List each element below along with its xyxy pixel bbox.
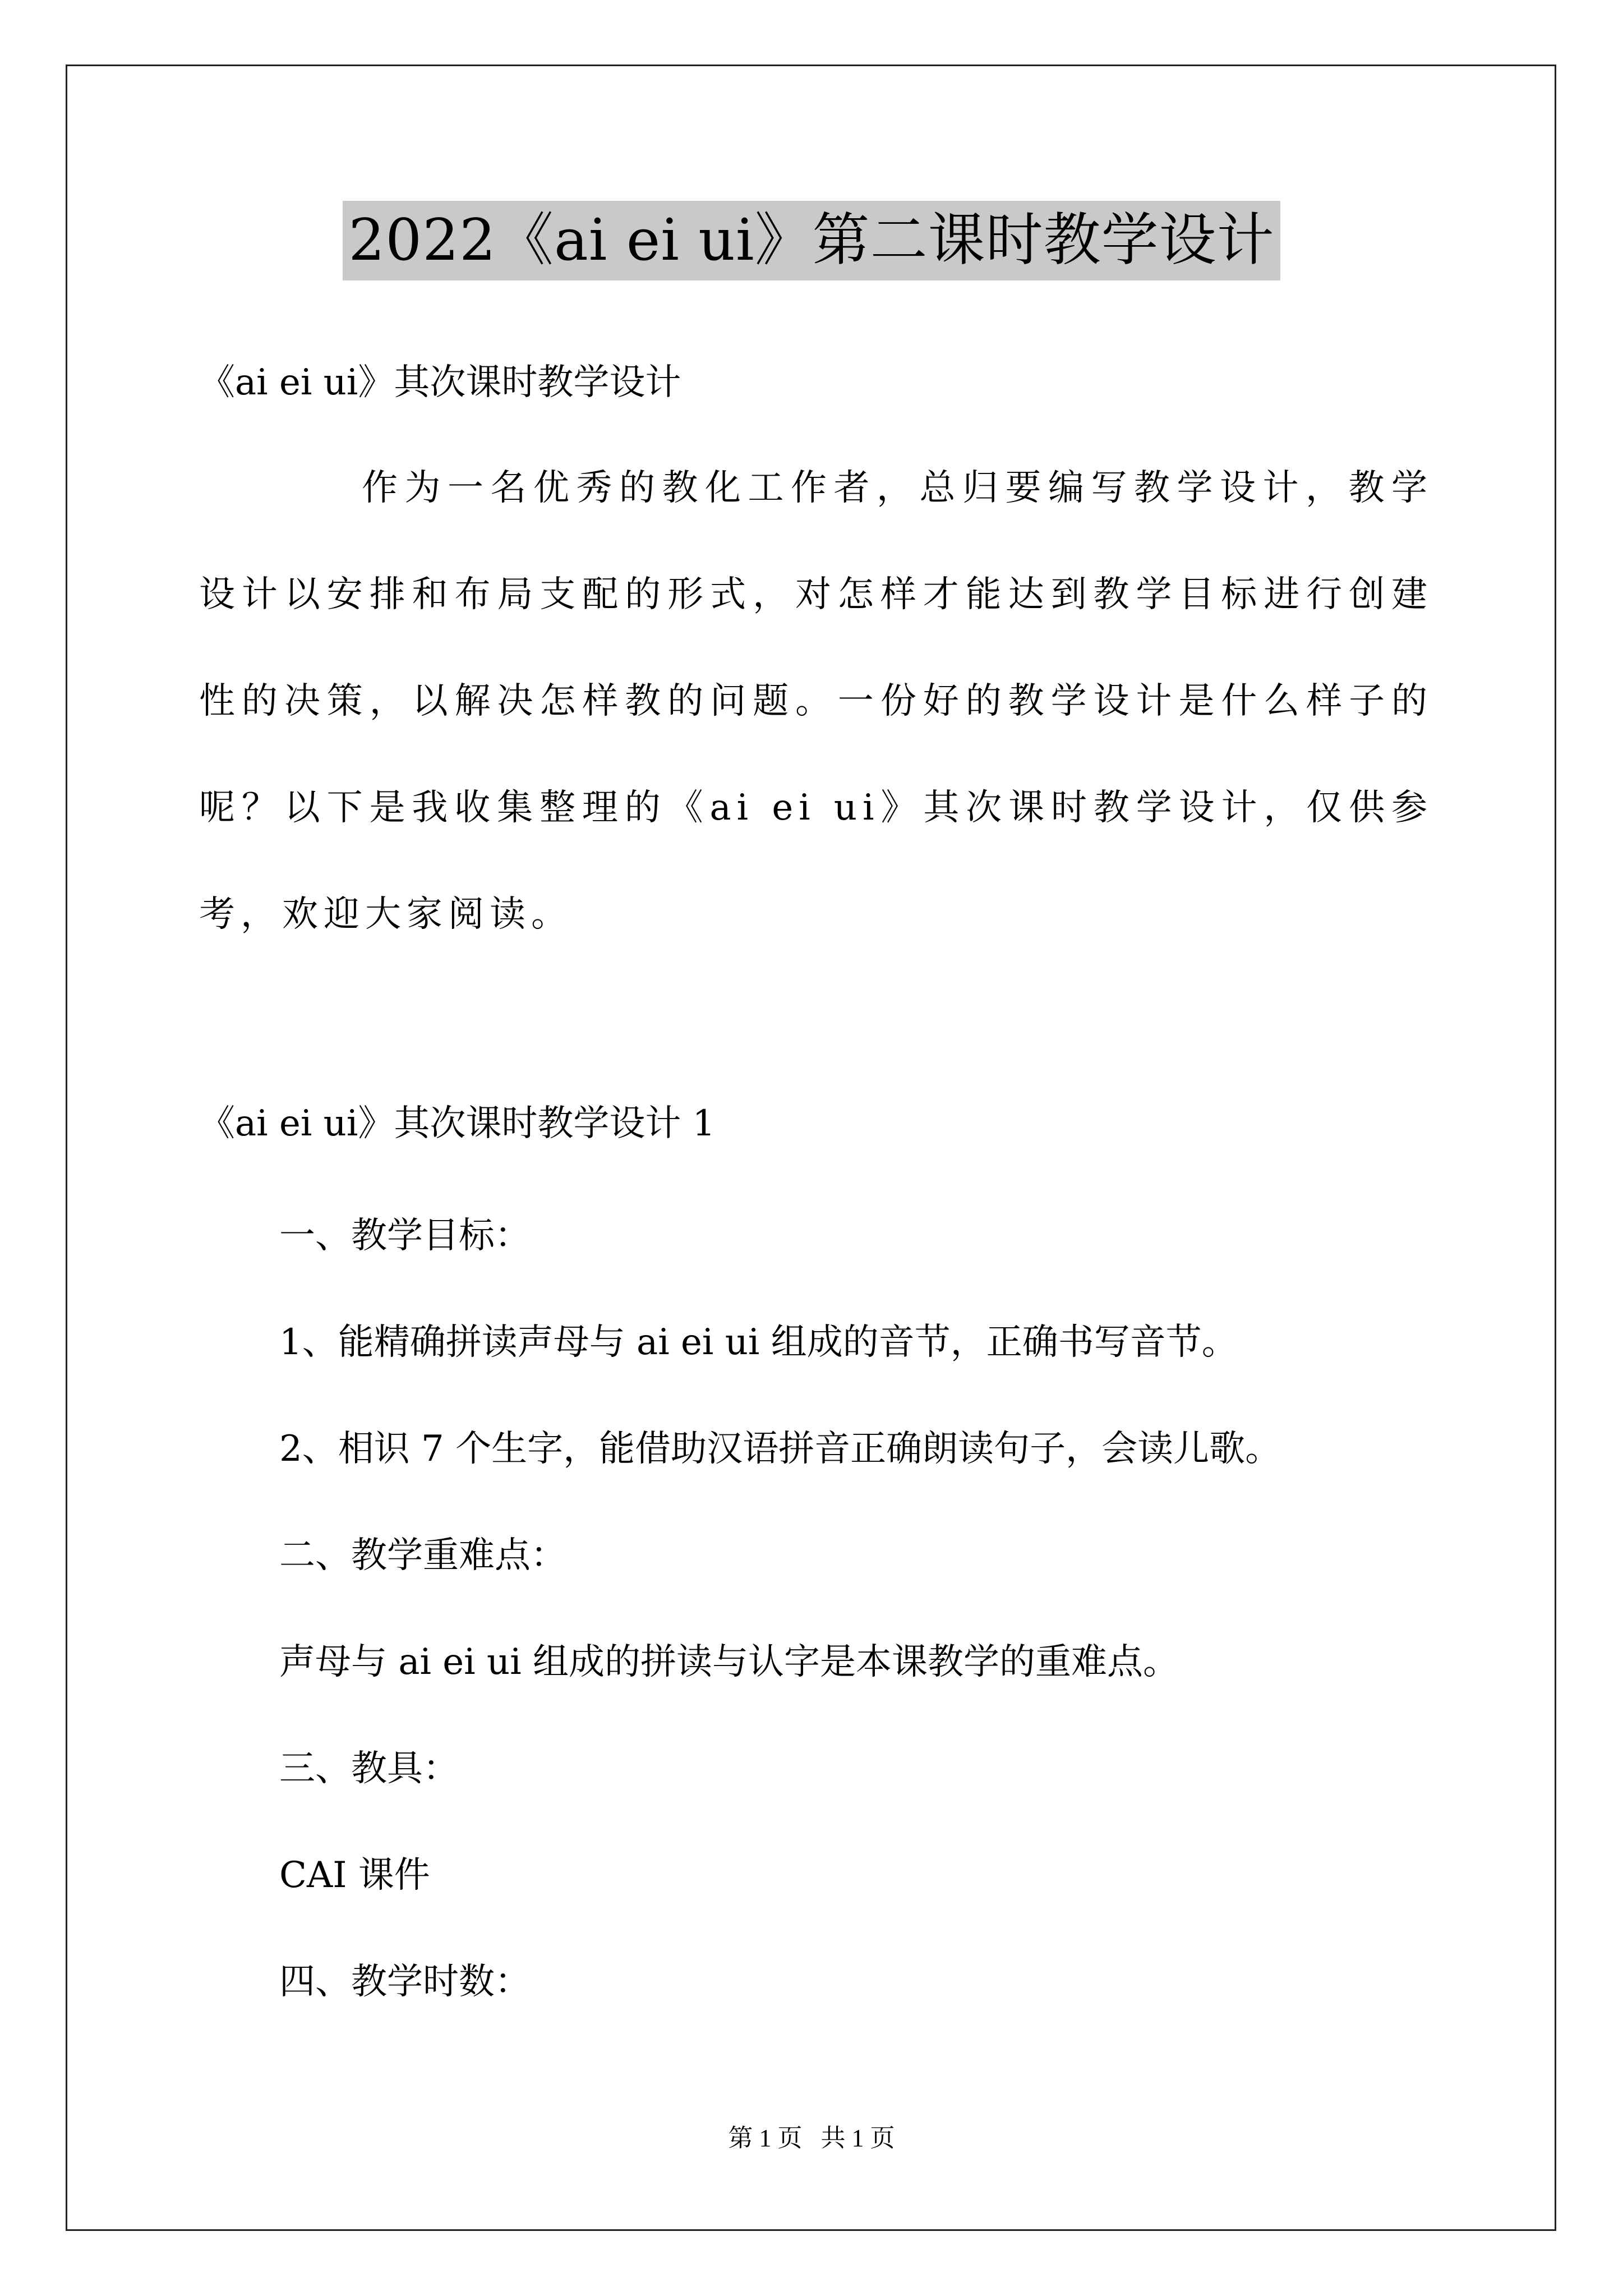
intro-paragraph: 作为一名优秀的教化工作者，总归要编写教学设计，教学设计以安排和布局支配的形式，对怎样才能达到教学目标进行创建性的决策，以解决怎样教的问题。一份好的教学设计是什么样子的呢？以下是我收集整理的《ai ei ui》其次课时教学设计，仅供参考，欢迎大家阅读。: [199, 467, 1433, 935]
teaching-aids-heading: 三、教具：: [279, 1748, 459, 1789]
objective-item-2: 2、相识 7 个生字，能借助汉语拼音正确朗读句子，会读儿歌。: [279, 1428, 1281, 1470]
title-container: [0, 201, 1623, 280]
section-heading: 《ai ei ui》其次课时教学设计 1: [199, 1103, 716, 1144]
key-points-heading: 二、教学重难点：: [279, 1535, 566, 1576]
objective-item-1: 1、能精确拼读声母与 ai ei ui 组成的音节，正确书写音节。: [279, 1322, 1238, 1363]
document-subtitle: 《ai ei ui》其次课时教学设计: [199, 362, 681, 403]
page-footer: 第 1 页 共 1 页: [728, 2124, 895, 2152]
key-points-text: 声母与 ai ei ui 组成的拼读与认字是本课教学的重难点。: [279, 1641, 1179, 1683]
teaching-aids-text: CAI 课件: [279, 1855, 430, 1896]
document-title: 2022《ai ei ui》第二课时教学设计: [343, 201, 1280, 280]
class-hours-heading: 四、教学时数：: [279, 1961, 531, 2003]
objectives-heading: 一、教学目标：: [279, 1215, 531, 1257]
